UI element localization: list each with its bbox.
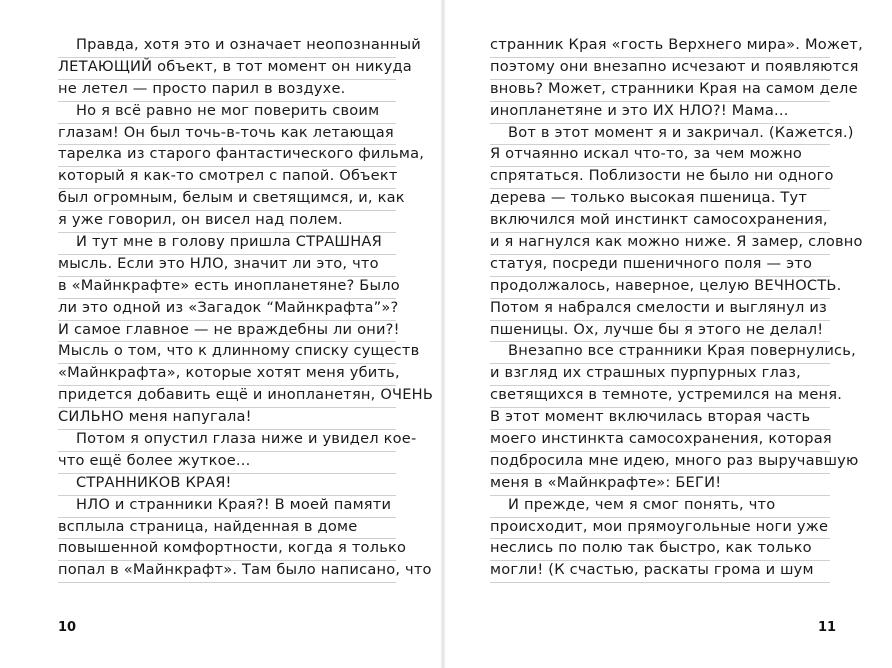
- text-line: был огромным, белым и светящимся, и, как: [58, 189, 396, 211]
- page-number-right: 11: [818, 620, 837, 635]
- text-line: и я нагнулся как можно ниже. Я замер, словно: [490, 233, 830, 255]
- page-number-left: 10: [58, 620, 77, 635]
- text-line: инопланетяне и это ИХ НЛО?! Мама...: [490, 102, 830, 124]
- text-line: который я как-то смотрел с папой. Объект: [58, 167, 396, 189]
- text-line: попал в «Майнкрафт». Там было написано, что: [58, 561, 396, 583]
- text-line: тарелка из старого фантастического фильма,: [58, 145, 396, 167]
- text-line: меня в «Майнкрафте»: БЕГИ!: [490, 474, 830, 496]
- text-line: СИЛЬНО меня напугала!: [58, 408, 396, 430]
- text-line: ЛЕТАЮЩИЙ объект, в тот момент он никуда: [58, 58, 396, 80]
- book-gutter: [440, 0, 446, 668]
- text-line: дерева — только высокая пшеница. Тут: [490, 189, 830, 211]
- text-line: я уже говорил, он висел над полем.: [58, 211, 396, 233]
- text-line: поэтому они внезапно исчезают и появляются: [490, 58, 830, 80]
- right-page: [490, 36, 863, 583]
- text-line: не летел — просто парил в воздухе.: [58, 80, 396, 102]
- text-line: что ещё более жуткое...: [58, 452, 396, 474]
- text-line: придется добавить ещё и инопланетян, ОЧЕНЬ: [58, 386, 396, 408]
- text-line: И прежде, чем я смог понять, что: [490, 496, 830, 518]
- text-line: Потом я опустил глаза ниже и увидел кое-: [58, 430, 396, 452]
- left-page: [58, 36, 434, 583]
- text-line: происходит, мои прямоугольные ноги уже: [490, 518, 830, 540]
- text-line: пшеницы. Ох, лучше бы я этого не делал!: [490, 321, 830, 343]
- text-line: включился мой инстинкт самосохранения,: [490, 211, 830, 233]
- text-line: продолжалось, наверное, целую ВЕЧНОСТЬ.: [490, 277, 830, 299]
- text-line: странник Края «гость Верхнего мира». Может,: [490, 36, 830, 58]
- text-line: моего инстинкта самосохранения, которая: [490, 430, 830, 452]
- text-line: ли это одной из «Загадок “Майнкрафта”»?: [58, 299, 396, 321]
- text-line: Мысль о том, что к длинному списку существ: [58, 342, 396, 364]
- text-line: «Майнкрафта», которые хотят меня убить,: [58, 364, 396, 386]
- text-line: Но я всё равно не мог поверить своим: [58, 102, 396, 124]
- text-line: СТРАННИКОВ КРАЯ!: [58, 474, 396, 496]
- text-line: мысль. Если это НЛО, значит ли это, что: [58, 255, 396, 277]
- text-line: спрятаться. Поблизости не было ни одного: [490, 167, 830, 189]
- text-line: и взгляд их страшных пурпурных глаз,: [490, 364, 830, 386]
- text-line: И тут мне в голову пришла СТРАШНАЯ: [58, 233, 396, 255]
- text-line: Вот в этот момент я и закричал. (Кажется.): [490, 124, 830, 146]
- text-line: могли! (К счастью, раскаты грома и шум: [490, 561, 830, 583]
- text-line: неслись по полю так быстро, как только: [490, 539, 830, 561]
- text-line: Правда, хотя это и означает неопознанный: [58, 36, 396, 58]
- text-line: глазам! Он был точь-в-точь как летающая: [58, 124, 396, 146]
- text-line: вновь? Может, странники Края на самом деле: [490, 80, 830, 102]
- text-line: В этот момент включилась вторая часть: [490, 408, 830, 430]
- text-line: НЛО и странники Края?! В моей памяти: [58, 496, 396, 518]
- text-line: всплыла страница, найденная в доме: [58, 518, 396, 540]
- text-line: Я отчаянно искал что-то, за чем можно: [490, 145, 830, 167]
- text-line: Потом я набрался смелости и выглянул из: [490, 299, 830, 321]
- text-line: статуя, посреди пшеничного поля — это: [490, 255, 830, 277]
- text-line: Внезапно все странники Края повернулись,: [490, 342, 830, 364]
- text-line: подбросила мне идею, много раз выручавшую: [490, 452, 830, 474]
- text-line: повышенной комфортности, когда я только: [58, 539, 396, 561]
- text-line: в «Майнкрафте» есть инопланетяне? Было: [58, 277, 396, 299]
- text-line: светящихся в темноте, устремился на меня.: [490, 386, 830, 408]
- text-line: И самое главное — не враждебны ли они?!: [58, 321, 396, 343]
